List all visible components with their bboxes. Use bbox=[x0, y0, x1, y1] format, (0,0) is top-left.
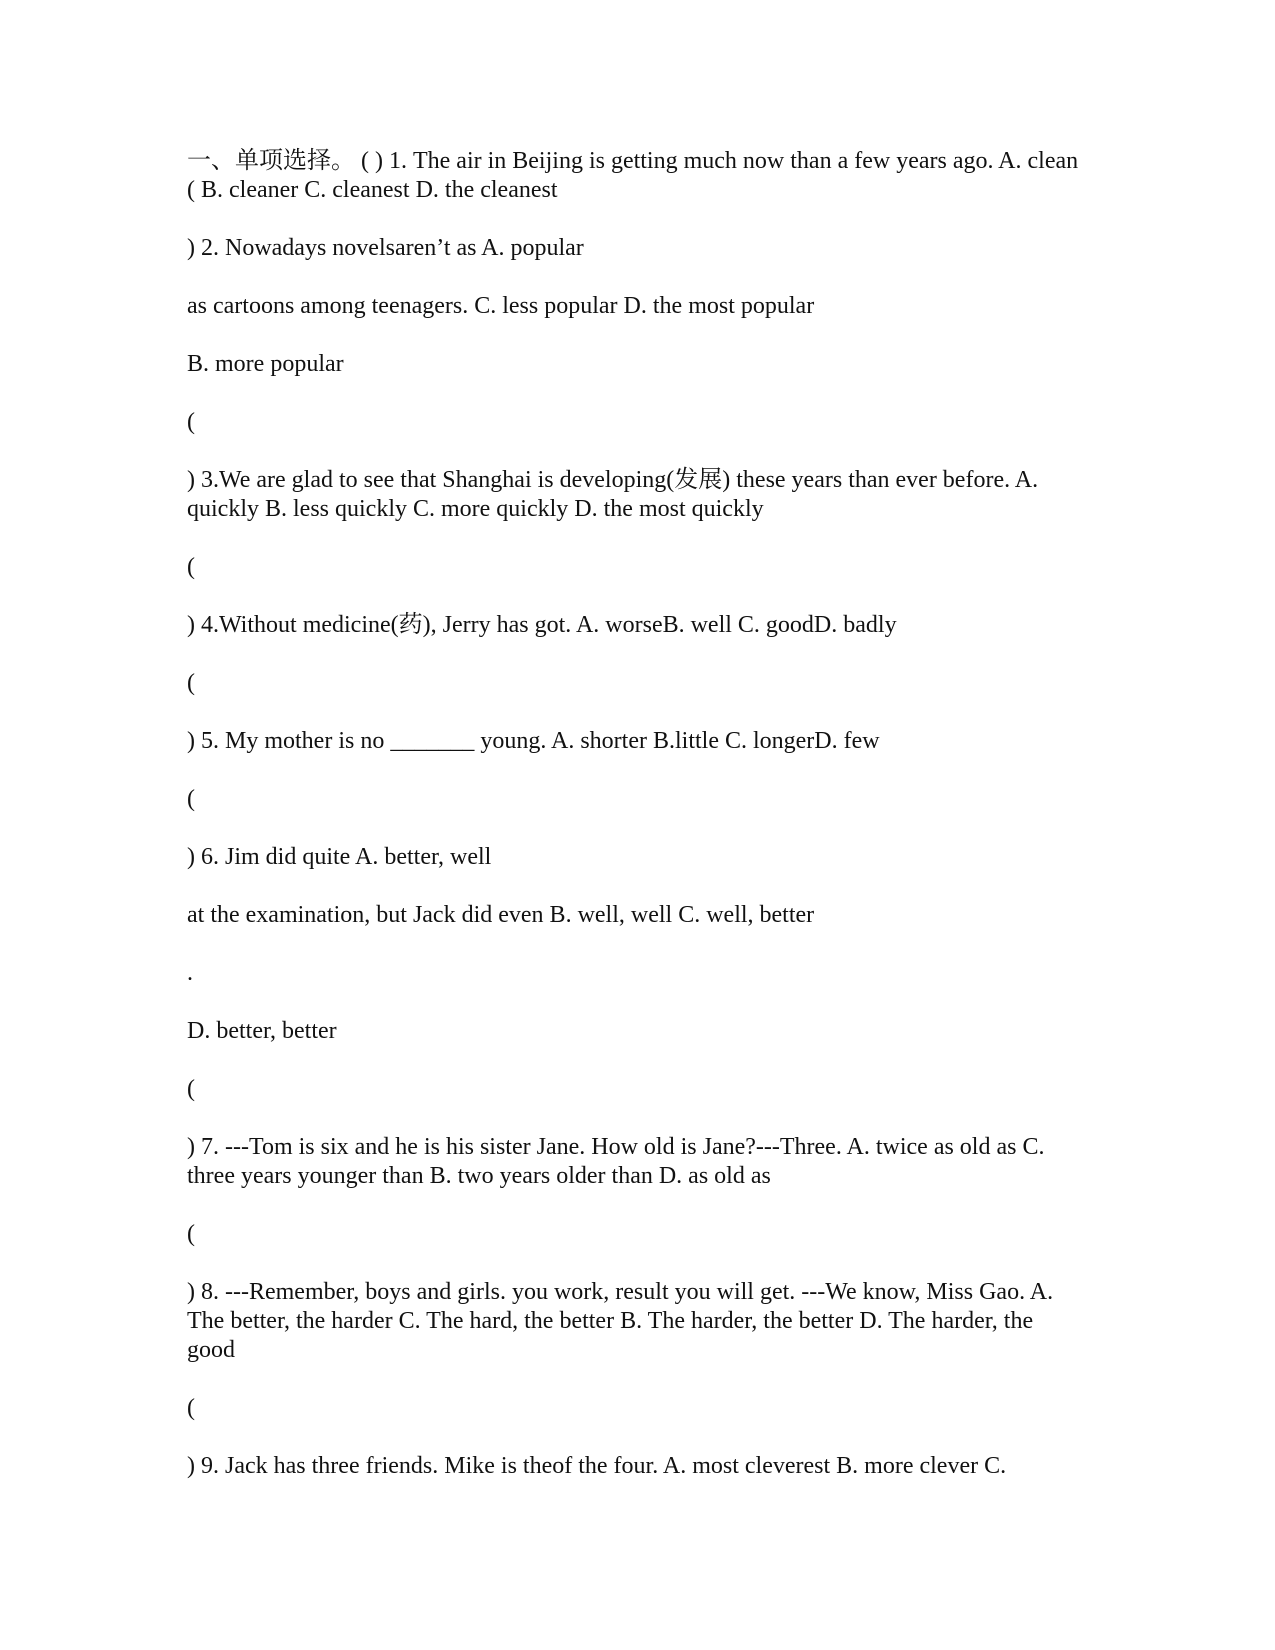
question-9-text: ) 9. Jack has three friends. Mike is theof the four. A. most cleverest B. more clever C. bbox=[187, 1453, 1007, 1479]
answer-bracket-open: ( bbox=[187, 786, 195, 812]
question-6-option-d: D. better, better bbox=[187, 1018, 337, 1044]
question-1-text: 一、单项选择。 ( ) 1. The air in Beijing is getting much now than a few years ago. A. clean ( B. cleaner C. cleanest D. the cleanest bbox=[187, 148, 1079, 203]
question-6-continued: at the examination, but Jack did even B. well, well C. well, better bbox=[187, 902, 815, 928]
question-5-text: ) 5. My mother is no _______ young. A. shorter B.little C. longerD. few bbox=[187, 728, 880, 754]
question-3-text: ) 3.We are glad to see that Shanghai is developing(发展) these years than ever before. A. quickly B. less quickly C. more quickly D. the most quickly bbox=[187, 467, 1039, 522]
document-body bbox=[187, 147, 1087, 1510]
answer-bracket-open: ( bbox=[187, 1076, 195, 1102]
question-4-text: ) 4.Without medicine(药), Jerry has got. A. worseB. well C. goodD. badly bbox=[187, 612, 897, 638]
question-2-option-b: B. more popular bbox=[187, 351, 344, 377]
question-2-text: ) 2. Nowadays novelsaren’t as A. popular bbox=[187, 235, 584, 261]
answer-bracket-open: ( bbox=[187, 554, 195, 580]
answer-bracket-open: ( bbox=[187, 1221, 195, 1247]
question-7-text: ) 7. ---Tom is six and he is his sister Jane. How old is Jane?---Three. A. twice as old as C. three years younger than B. two years older than D. as old as bbox=[187, 1134, 1045, 1189]
question-6-period: . bbox=[187, 960, 193, 986]
question-8-text: ) 8. ---Remember, boys and girls. you work, result you will get. ---We know, Miss Gao. A. The better, the harder C. The hard, the better B. The harder, the better D. The harder, the good bbox=[187, 1279, 1054, 1363]
question-6-text: ) 6. Jim did quite A. better, well bbox=[187, 844, 492, 870]
question-2-continued: as cartoons among teenagers. C. less popular D. the most popular bbox=[187, 293, 815, 319]
answer-bracket-open: ( bbox=[187, 409, 195, 435]
answer-bracket-open: ( bbox=[187, 670, 195, 696]
answer-bracket-open: ( bbox=[187, 1395, 195, 1421]
